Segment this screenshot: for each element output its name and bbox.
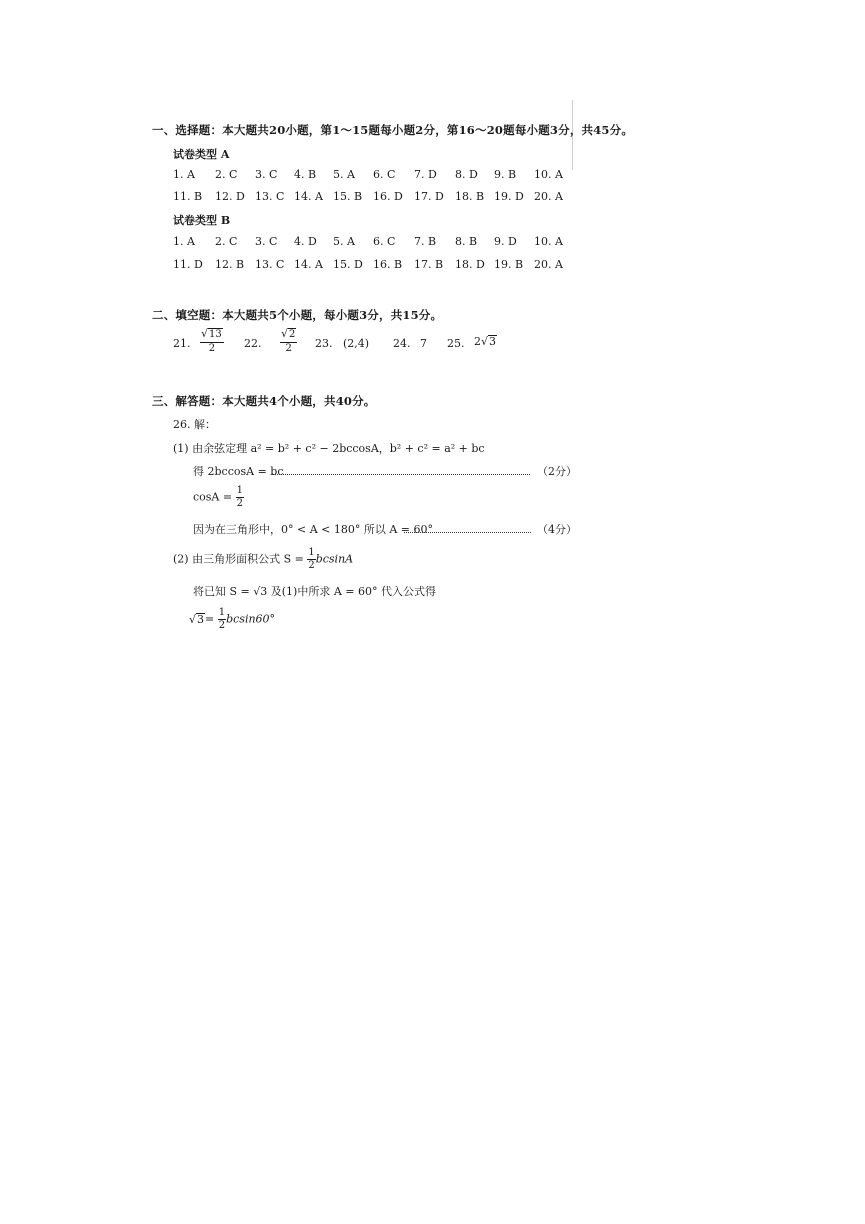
part2-line2: 将已知 S = √3 及(1)中所求 A = 60° 代入公式得 [193, 585, 436, 598]
equation-tail: bcsin60° [226, 612, 276, 626]
answer-item: 4. B [294, 168, 317, 181]
part2-line3: √ 3 = $\frac{1}{2}$ bcsin60° [189, 607, 276, 631]
q24-label: 24. [393, 337, 411, 350]
section1-heading: 一、选择题：本大题共20小题，第1～15题每小题2分，第16～20题每小题3分，共45分。 [152, 123, 634, 137]
answer-item: 13. C [255, 190, 285, 203]
q22-denominator: 2 [285, 342, 292, 354]
fraction-numerator: 1 [236, 485, 243, 496]
fraction-denominator: 2 [308, 560, 315, 571]
answer-item: 13. C [255, 258, 285, 271]
section3-heading: 三、解答题：本大题共4个小题，共40分。 [152, 394, 376, 408]
part1-line2: 得 2bccosA = bc [193, 465, 284, 478]
fraction-numerator: 1 [218, 607, 226, 618]
q26-label: 26. 解： [173, 418, 216, 431]
answer-item: 18. B [455, 190, 485, 203]
answer-item: 2. C [215, 235, 238, 248]
answer-item: 15. B [333, 190, 363, 203]
answer-item: 2. C [215, 168, 238, 181]
answer-item: 10. A [534, 235, 563, 248]
answer-item: 3. C [255, 235, 278, 248]
answer-item: 1. A [173, 235, 195, 248]
fraction-denominator: 2 [218, 620, 226, 631]
q23-answer: (2,4) [343, 337, 370, 350]
part1-line3 [193, 486, 244, 509]
answer-item: 7. B [414, 235, 437, 248]
answer-item: 11. B [173, 190, 203, 203]
answer-item: 17. B [414, 258, 444, 271]
fraction-numerator: 1 [308, 547, 315, 558]
answer-item: 5. A [333, 235, 355, 248]
q23-label: 23. [315, 337, 333, 350]
answer-item: 3. C [255, 168, 278, 181]
answer-item: 19. D [494, 190, 524, 203]
q22-numerator: 2 [289, 329, 296, 340]
answer-item: 9. D [494, 235, 517, 248]
dot-leader [404, 532, 531, 533]
answer-item: 5. A [333, 168, 355, 181]
answer-item: 1. A [173, 168, 195, 181]
part1-line1: (1) 由余弦定理 a² = b² + c² − 2bccosA，b² + c² = a² + bc [173, 442, 485, 455]
fraction [307, 548, 315, 571]
equals-sign: = [205, 612, 215, 626]
answer-item: 19. B [494, 258, 524, 271]
answer-item: 18. D [455, 258, 485, 271]
q21-denominator: 2 [208, 342, 216, 354]
q21-numerator: 13 [209, 329, 222, 340]
answer-item: 11. D [173, 258, 203, 271]
answer-item: 7. D [414, 168, 437, 181]
fraction [236, 486, 244, 509]
q22-label: 22. [244, 337, 262, 350]
answer-item: 6. C [373, 168, 396, 181]
answer-item: 17. D [414, 190, 444, 203]
answer-item: 16. B [373, 258, 403, 271]
answer-item: 8. D [455, 168, 478, 181]
answer-item: 9. B [494, 168, 517, 181]
fraction [218, 608, 226, 631]
q25-radicand: 3 [489, 335, 497, 348]
typeB-label: 试卷类型 B [173, 214, 231, 227]
score-4: （4分） [537, 523, 577, 536]
answer-item: 8. B [455, 235, 478, 248]
part2-line1 [173, 548, 353, 571]
cosA-lhs: cosA = [193, 490, 233, 504]
score-2: （2分） [537, 465, 577, 478]
answer-item: 6. C [373, 235, 396, 248]
q21-answer [200, 328, 224, 354]
fraction: √ 2 2 [281, 327, 296, 354]
answer-item: 15. D [333, 258, 363, 271]
fraction: √ 13 2 [201, 327, 222, 354]
q25-label: 25. [447, 337, 465, 350]
answer-item: 20. A [534, 190, 563, 203]
answer-item: 16. D [373, 190, 403, 203]
answer-item: 4. D [294, 235, 317, 248]
answer-item: 20. A [534, 258, 563, 271]
q21-label: 21. [173, 337, 191, 350]
q25-coefficient: 2 [474, 335, 481, 348]
answer-item: 12. D [215, 190, 245, 203]
q25-answer: 2 √ 3 [474, 335, 497, 348]
q22-answer [280, 328, 297, 354]
sqrt3-radicand: 3 [197, 612, 205, 626]
fraction-denominator: 2 [236, 498, 243, 509]
area-formula-text: (2) 由三角形面积公式 S = [173, 552, 304, 566]
area-formula-tail: bcsinA [315, 552, 354, 566]
typeA-label: 试卷类型 A [173, 148, 230, 161]
q24-answer: 7 [420, 337, 427, 350]
section2-heading: 二、填空题：本大题共5个小题，每小题3分，共15分。 [152, 308, 443, 322]
dot-leader [272, 474, 530, 475]
answer-item: 12. B [215, 258, 245, 271]
answer-item: 10. A [534, 168, 563, 181]
part1-line4: 因为在三角形中，0° < A < 180° 所以 A = 60° [193, 523, 434, 536]
answer-item: 14. A [294, 258, 323, 271]
answer-item: 14. A [294, 190, 323, 203]
